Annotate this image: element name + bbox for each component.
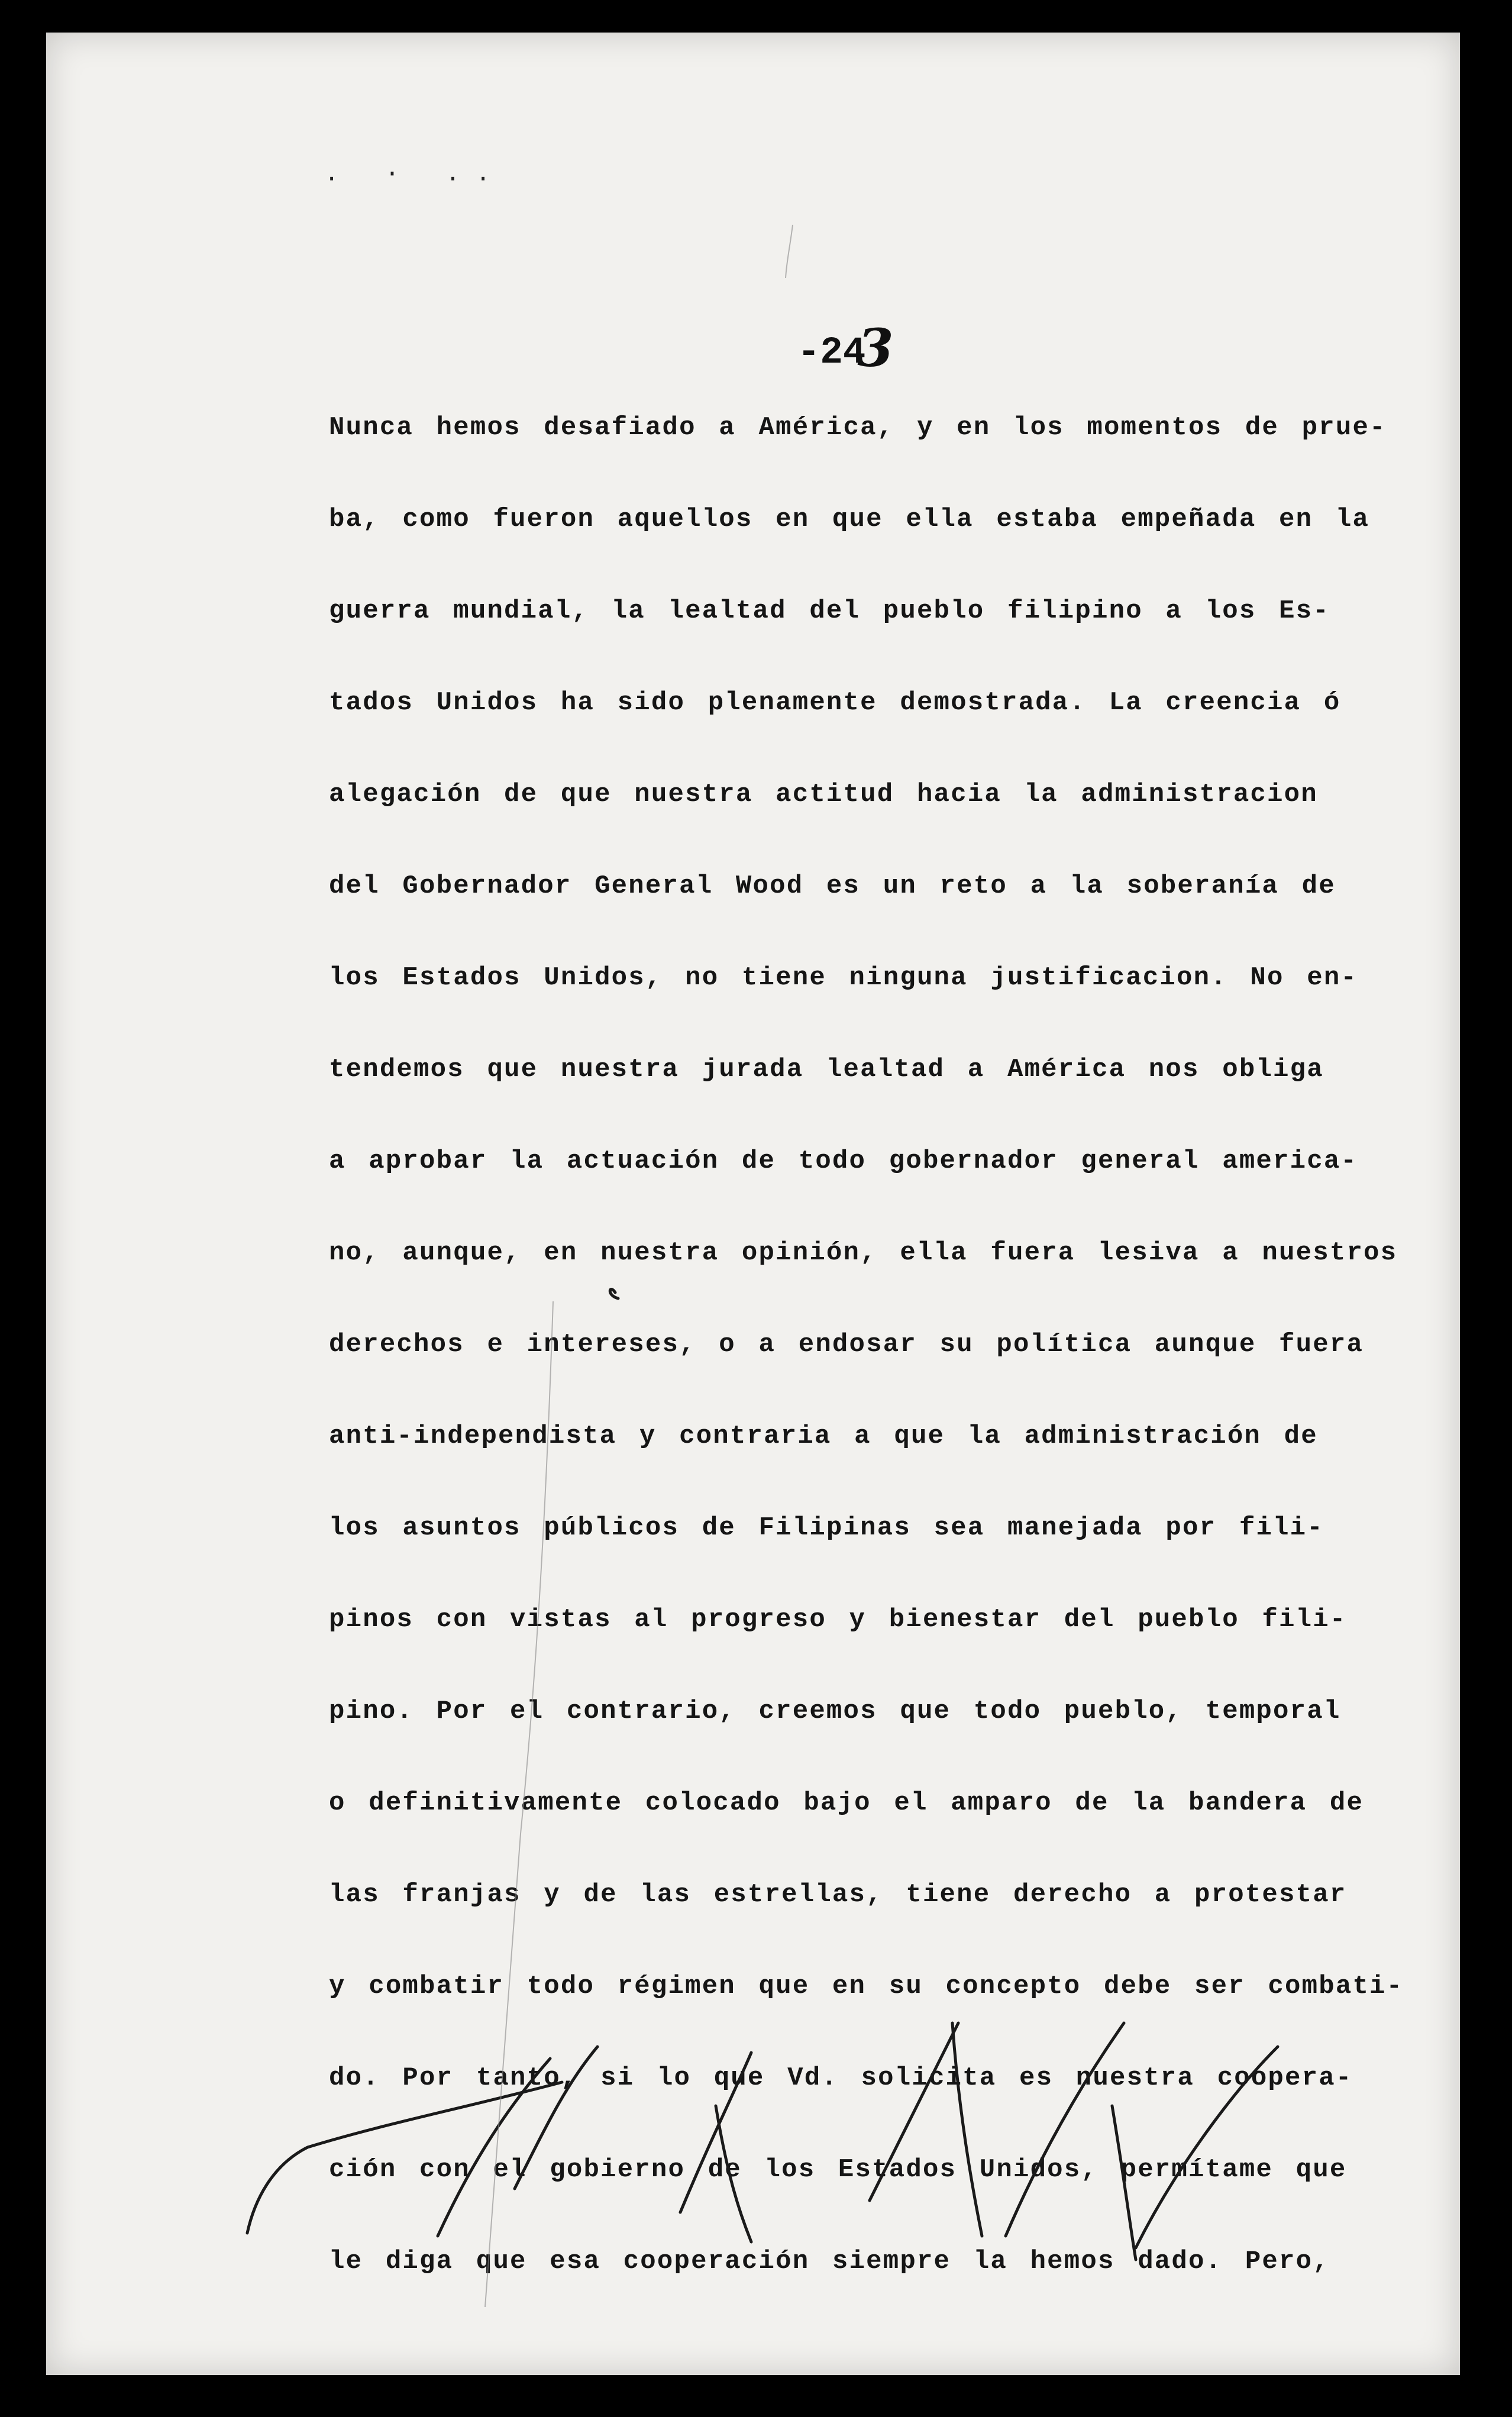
text-line: ción con el gobierno de los Estados Unidos, permítame que — [329, 2155, 1347, 2185]
text-line: Nunca hemos desafiado a América, y en los momentos de prue- — [329, 413, 1387, 442]
text-line: a aprobar la actuación de todo gobernador general america- — [329, 1146, 1358, 1176]
text-line: pino. Por el contrario, creemos que todo pueblo, temporal — [329, 1697, 1341, 1726]
top-marks: . · .. — [324, 160, 506, 188]
text-line: tendemos que nuestra jurada lealtad a América nos obliga — [329, 1055, 1324, 1084]
page-number — [797, 314, 894, 379]
text-line: las franjas y de las estrellas, tiene derecho a protestar — [329, 1880, 1347, 1909]
text-line: los asuntos públicos de Filipinas sea manejada por fili- — [329, 1513, 1324, 1543]
text-line: del Gobernador General Wood es un reto a la soberanía de — [329, 871, 1336, 901]
text-line: y combatir todo régimen que en su concepto debe ser combati- — [329, 1972, 1404, 2001]
text-line: le diga que esa cooperación siempre la hemos dado. Pero, — [329, 2247, 1330, 2276]
page-number-correction: 3 — [857, 317, 894, 379]
text-line: anti-independista y contraria a que la administración de — [329, 1421, 1318, 1451]
text-line: pinos con vistas al progreso y bienestar del pueblo fili- — [329, 1605, 1347, 1634]
text-line: ba, como fueron aquellos en que ella estaba empeñada en la — [329, 505, 1370, 534]
body-text — [329, 404, 1423, 2329]
text-line: no, aunque, en nuestra opinión, ella fuera lesiva a nuestros — [329, 1238, 1398, 1268]
text-line: alegación de que nuestra actitud hacia la administracion — [329, 780, 1318, 809]
text-line: do. Por tanto, si lo que Vd. solicita es nuestra coopera- — [329, 2063, 1353, 2093]
text-line: guerra mundial, la lealtad del pueblo filipino a los Es- — [329, 596, 1330, 626]
text-line: o definitivamente colocado bajo el amparo de la bandera de — [329, 1788, 1364, 1818]
document-page — [46, 33, 1460, 2375]
text-line: derechos e intereses, o a endosar su política aunque fuera — [329, 1330, 1364, 1359]
page-number-typed: -24 — [797, 332, 866, 374]
text-line: tados Unidos ha sido plenamente demostrada. La creencia ó — [329, 688, 1341, 718]
text-line: los Estados Unidos, no tiene ninguna justificacion. No en- — [329, 963, 1358, 993]
